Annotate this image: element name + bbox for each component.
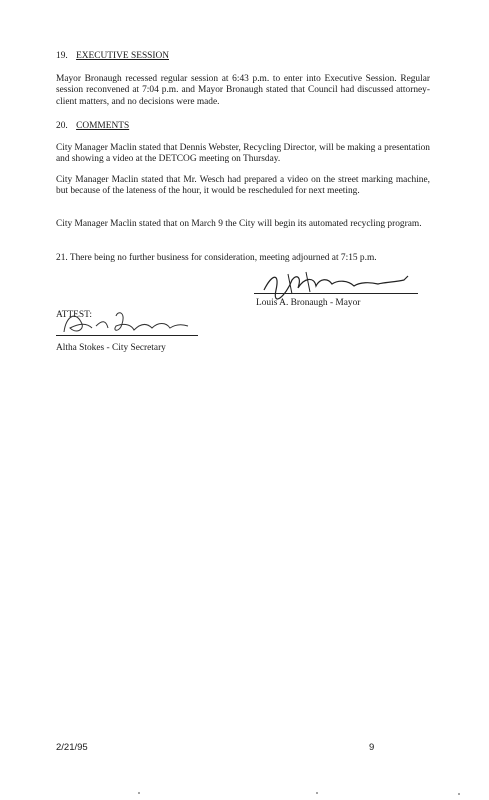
section-heading-executive-session [56, 51, 169, 62]
city-secretary-signature [56, 306, 202, 338]
comments-paragraph-1: City Manager Maclin stated that Dennis Webster, Recycling Director, will be making a presentation and showing a video at the DETCOG meeting on Thursday. [56, 143, 430, 165]
mayor-name: Louis A. Bronaugh - Mayor [256, 298, 361, 308]
adjournment-paragraph: 21. There being no further business for consideration, meeting adjourned at 7:15 p.m. [56, 253, 377, 263]
section-title: COMMENTS [76, 121, 130, 131]
secretary-name: Altha Stokes - City Secretary [56, 343, 166, 353]
footer-date: 2/21/95 [56, 742, 88, 753]
scan-speck [138, 792, 140, 794]
section-title: EXECUTIVE SESSION [76, 51, 170, 61]
mayor-signature-line [254, 293, 418, 294]
section-heading-comments [56, 121, 129, 132]
section-number: 20. [56, 121, 68, 131]
scan-speck [458, 793, 460, 795]
mayor-signature [258, 270, 418, 300]
section-number: 19. [56, 51, 68, 61]
secretary-signature-line [56, 335, 198, 336]
executive-session-paragraph: Mayor Bronaugh recessed regular session at 6:43 p.m. to enter into Executive Session. Regular session reconvened at 7:04 p.m. and Mayor Bronaugh stated that Council had discussed attorney-client matters, and no decisions were made. [56, 74, 430, 107]
scan-speck [316, 792, 318, 794]
comments-paragraph-2: City Manager Maclin stated that Mr. Wesch had prepared a video on the street marking machine, but because of the lateness of the hour, it would be rescheduled for next meeting. [56, 175, 430, 197]
attest-label: ATTEST: [56, 310, 92, 320]
comments-paragraph-3: City Manager Maclin stated that on March 9 the City will begin its automated recycling program. [56, 219, 422, 229]
page-number: 9 [369, 742, 375, 753]
